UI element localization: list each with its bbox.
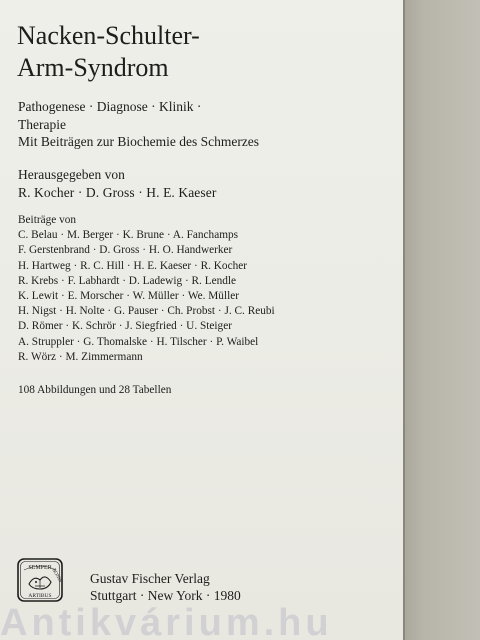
contributors-line: C. Belau · M. Berger · K. Brune · A. Fanchamps [18,229,239,242]
publisher-imprint [90,570,241,604]
contributors-line: R. Wörz · M. Zimmermann [18,350,143,363]
contributors-line: K. Lewit · E. Morscher · W. Müller · We. Müller [18,290,240,303]
contributors-line: A. Struppler · G. Thomalske · H. Tilscher · P. Waibel [18,335,259,348]
contributors-line: F. Gerstenbrand · D. Gross · H. O. Handwerker [18,244,233,257]
subtitle-line-3: Mit Beiträgen zur Biochemie des Schmerzes [18,134,260,149]
editors-label: Herausgegeben von [18,167,125,182]
book-title-line-1: Nacken-Schulter- [17,21,200,50]
editors-block [18,166,216,202]
book-title-line-2: Arm-Syndrom [17,53,169,82]
contributors-line: R. Krebs · F. Labhardt · D. Ladewig · R. Lendle [18,274,237,287]
contributors-block [18,213,275,365]
figures-note: 108 Abbildungen und 28 Tabellen [18,384,172,396]
svg-text:SEMPER: SEMPER [28,565,52,571]
publisher-location-year: Stuttgart · New York · 1980 [90,588,241,603]
page-edge-shadow [403,0,405,640]
svg-text:ARTIBUS: ARTIBUS [28,593,52,599]
contributors-label: Beiträge von [18,214,77,226]
watermark: Antikvárium.hu [0,606,333,640]
contributors-line: H. Nigst · H. Nolte · G. Pauser · Ch. Probst · J. C. Reubi [18,305,275,318]
publisher-logo-icon [16,556,64,604]
contributors-line: H. Hartweg · R. C. Hill · H. E. Kaeser · R. Kocher [18,259,248,272]
book-subtitle [18,98,259,151]
svg-text:BONIS: BONIS [50,567,63,584]
subtitle-line-1: Pathogenese · Diagnose · Klinik · [18,99,202,114]
publisher-name: Gustav Fischer Verlag [90,571,210,586]
editors-names: R. Kocher · D. Gross · H. E. Kaeser [18,185,217,200]
page-edge [403,0,480,640]
contributors-line: D. Römer · K. Schrör · J. Siegfried · U. Steiger [18,320,232,333]
subtitle-line-2: Therapie [18,116,66,132]
book-title [17,20,200,84]
